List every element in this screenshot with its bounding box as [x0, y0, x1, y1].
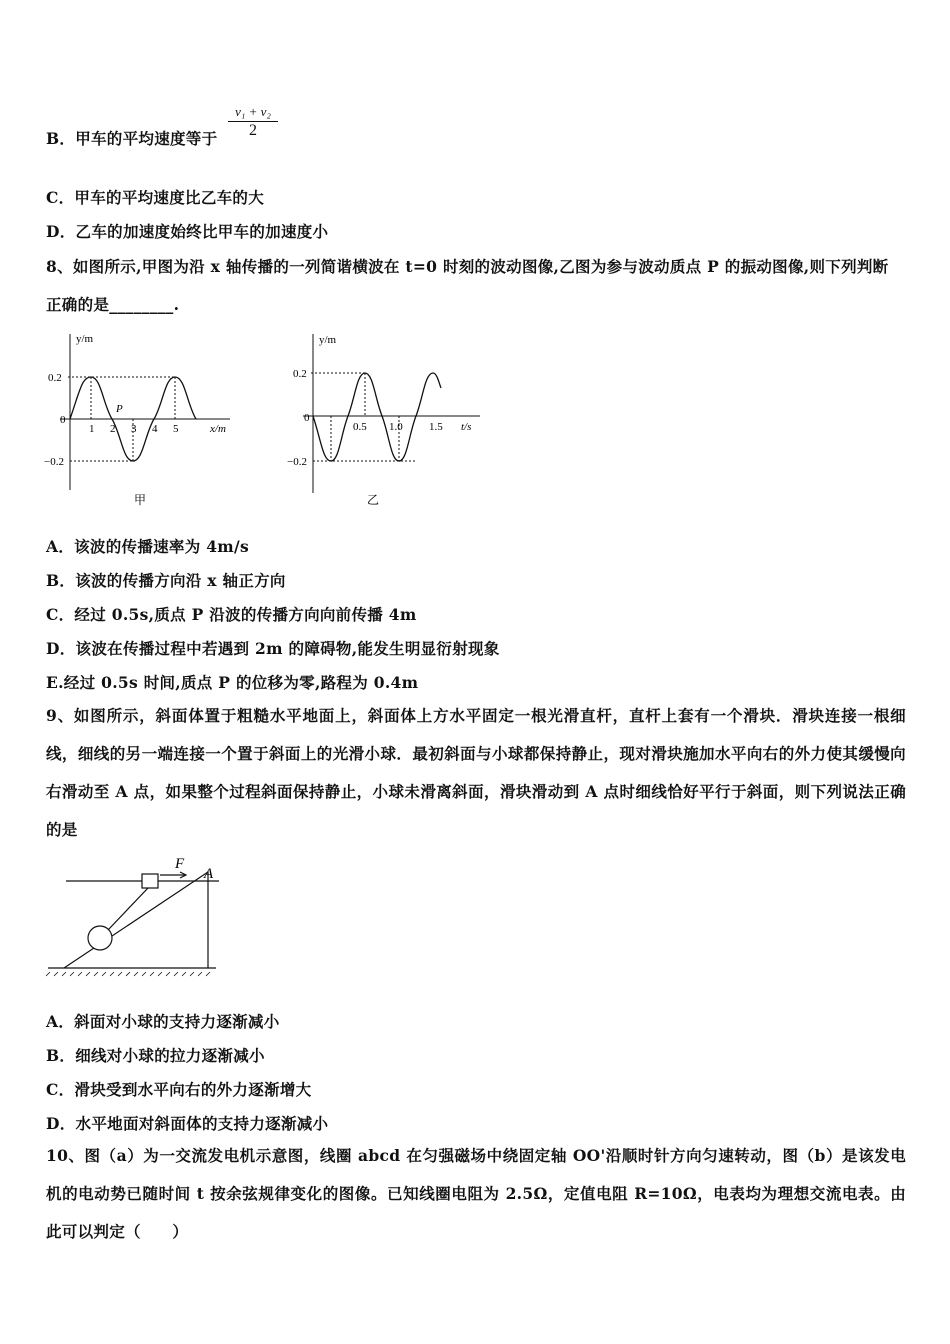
q7-fraction	[228, 104, 278, 140]
vib-ytick-bottom: −0.2	[287, 456, 307, 468]
figure-vibration-graph	[285, 328, 495, 510]
q9-option-c: C．滑块受到水平向右的外力逐渐增大	[46, 1080, 312, 1099]
wave-xtick: 1	[89, 423, 95, 435]
q7-option-b: B．甲车的平均速度等于	[46, 129, 218, 148]
vib-xtick: 1.0	[389, 421, 403, 433]
vib-caption: 乙	[367, 493, 380, 507]
vib-xlabel: t/s	[461, 421, 472, 433]
wave-ylabel: y/m	[76, 333, 94, 345]
wave-xtick: 4	[152, 423, 158, 435]
force-f-label: F	[175, 856, 185, 872]
q10-stem: 10、图（a）为一交流发电机示意图，线圈 abcd 在匀强磁场中绕固定轴 OO'沿顺时针方向匀速转动，图（b）是该发电机的电动势已随时间 t 按余弦规律变化的图像。已知线圈电阻为 2.5Ω，定值电阻 R=10Ω，电表均为理想交流电表。由此可以判定（ ）	[46, 1146, 906, 1241]
vib-ytick-zero: 0	[304, 412, 310, 424]
q9-option-a: A．斜面对小球的支持力逐渐减小	[46, 1012, 280, 1031]
q8-option-e: E.经过 0.5s 时间,质点 P 的位移为零,路程为 0.4m	[46, 673, 419, 692]
q7-option-d: D．乙车的加速度始终比甲车的加速度小	[46, 222, 329, 241]
wave-xtick: 2	[110, 423, 116, 435]
vib-xtick: 1.5	[429, 421, 443, 433]
point-p-label: P	[116, 403, 123, 415]
q8-option-c: C．经过 0.5s,质点 P 沿波的传播方向向前传播 4m	[46, 605, 417, 624]
point-a-label: A	[204, 866, 214, 882]
wave-xtick: 5	[173, 423, 179, 435]
q9-stem: 9、如图所示，斜面体置于粗糙水平地面上，斜面体上方水平固定一根光滑直杆，直杆上套有一个滑块．滑块连接一根细线，细线的另一端连接一个置于斜面上的光滑小球．最初斜面与小球都保持静止，现对滑块施加水平向右的外力使其缓慢向右滑动至 A 点，如果整个过程斜面保持静止，小球未滑离斜面，滑块滑动到 A 点时细线恰好平行于斜面，则下列说法正确的是	[46, 706, 906, 839]
fraction-denominator: 2	[249, 122, 257, 139]
wave-ytick-zero: 0	[60, 414, 66, 426]
q7-option-c: C．甲车的平均速度比乙车的大	[46, 188, 265, 207]
q8-stem-line1: 8、如图所示,甲图为沿 x 轴传播的一列简谐横波在 t=0 时刻的波动图像,乙图为参与波动质点 P 的振动图像,则下列判断	[46, 257, 889, 276]
wave-caption: 甲	[134, 493, 147, 507]
q8-option-a: A．该波的传播速率为 4m/s	[46, 537, 249, 556]
wave-xlabel: x/m	[210, 423, 226, 435]
q9-option-b: B．细线对小球的拉力逐渐减小	[46, 1046, 265, 1065]
wave-ytick-top: 0.2	[48, 372, 62, 384]
q8-option-d: D．该波在传播过程中若遇到 2m 的障碍物,能发生明显衍射现象	[46, 639, 500, 658]
figure-incline	[44, 848, 224, 978]
fraction-numerator: v₁ + v₂	[228, 104, 278, 122]
figure-wave-graph	[40, 328, 250, 510]
vib-ylabel: y/m	[319, 334, 337, 346]
vib-xtick: 0.5	[353, 421, 367, 433]
q8-option-b: B．该波的传播方向沿 x 轴正方向	[46, 571, 286, 590]
wave-xtick: 3	[131, 423, 137, 435]
vib-ytick-top: 0.2	[293, 368, 307, 380]
q8-stem-line2: 正确的是________.	[46, 295, 180, 314]
q9-option-d: D．水平地面对斜面体的支持力逐渐减小	[46, 1114, 329, 1133]
wave-ytick-bottom: −0.2	[44, 456, 64, 468]
